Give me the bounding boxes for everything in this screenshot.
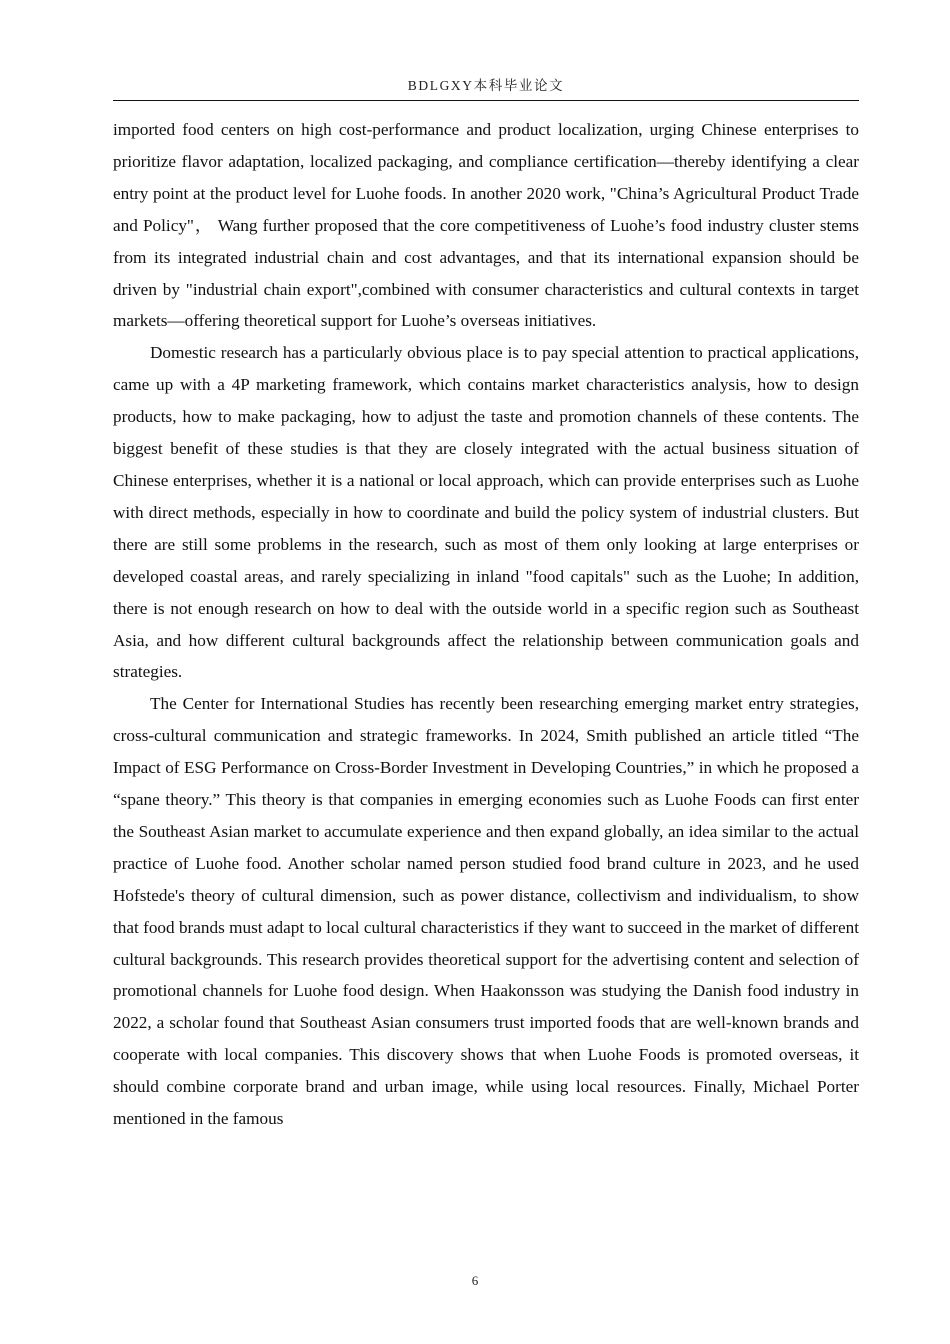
- page-number: 6: [471, 1273, 479, 1288]
- paragraph-international-studies: The Center for International Studies has recently been researching emerging market entry strategies, cross-cultural communication and strategic frameworks. In 2024, Smith published an article titled “The Impact of ESG Performance on Cross-Border Investment in Developing Countries,” in which he proposed a “spane theory.” This theory is that companies in emerging economies such as Luohe Foods can first enter the Southeast Asian market to accumulate experience and then expand globally, an idea similar to the actual practice of Luohe food. Another scholar named person studied food brand culture in 2023, and he used Hofstede's theory of cultural dimension, such as power distance, collectivism and individualism, to show that food brands must adapt to local cultural characteristics if they want to succeed in the market of different cultural backgrounds. This research provides theoretical support for the advertising content and selection of promotional channels for Luohe food design. When Haakonsson was studying the Danish food industry in 2022, a scholar found that Southeast Asian consumers trust imported foods that are well-known brands and cooperate with local companies. This discovery shows that when Luohe Foods is promoted overseas, it should combine corporate brand and urban image, while using local resources. Finally, Michael Porter mentioned in the famous: [113, 694, 859, 1129]
- running-header: BDLGXY本科毕业论文: [407, 78, 565, 93]
- paragraph-continuation: imported food centers on high cost-performance and product localization, urging Chinese enterprises to prioritize flavor adaptation, localized packaging, and compliance certification—thereby identifying a clear entry point at the product level for Luohe foods. In another 2020 work, "China’s Agricultural Product Trade and Policy"， Wang further proposed that the core competitiveness of Luohe’s food industry cluster stems from its integrated industrial chain and cost advantages, and that its international expansion should be driven by "industrial chain export",combined with consumer characteristics and cultural contexts in target markets—offering theoretical support for Luohe’s overseas initiatives.: [113, 120, 859, 331]
- body-text: [113, 114, 859, 1135]
- paragraph-domestic-research: Domestic research has a particularly obvious place is to pay special attention to practical applications, came up with a 4P marketing framework, which contains market characteristics analysis, how to design products, how to make packaging, how to adjust the taste and promotion channels of these contents. The biggest benefit of these studies is that they are closely integrated with the actual business situation of Chinese enterprises, whether it is a national or local approach, which can provide enterprises such as Luohe with direct methods, especially in how to coordinate and build the policy system of industrial clusters. But there are still some problems in the research, such as most of them only looking at large enterprises or developed coastal areas, and rarely specializing in inland "food capitals" such as the Luohe; In addition, there is not enough research on how to deal with the outside world in a specific region such as Southeast Asia, and how different cultural backgrounds affect the relationship between communication goals and strategies.: [113, 343, 859, 682]
- header-divider: [113, 100, 859, 101]
